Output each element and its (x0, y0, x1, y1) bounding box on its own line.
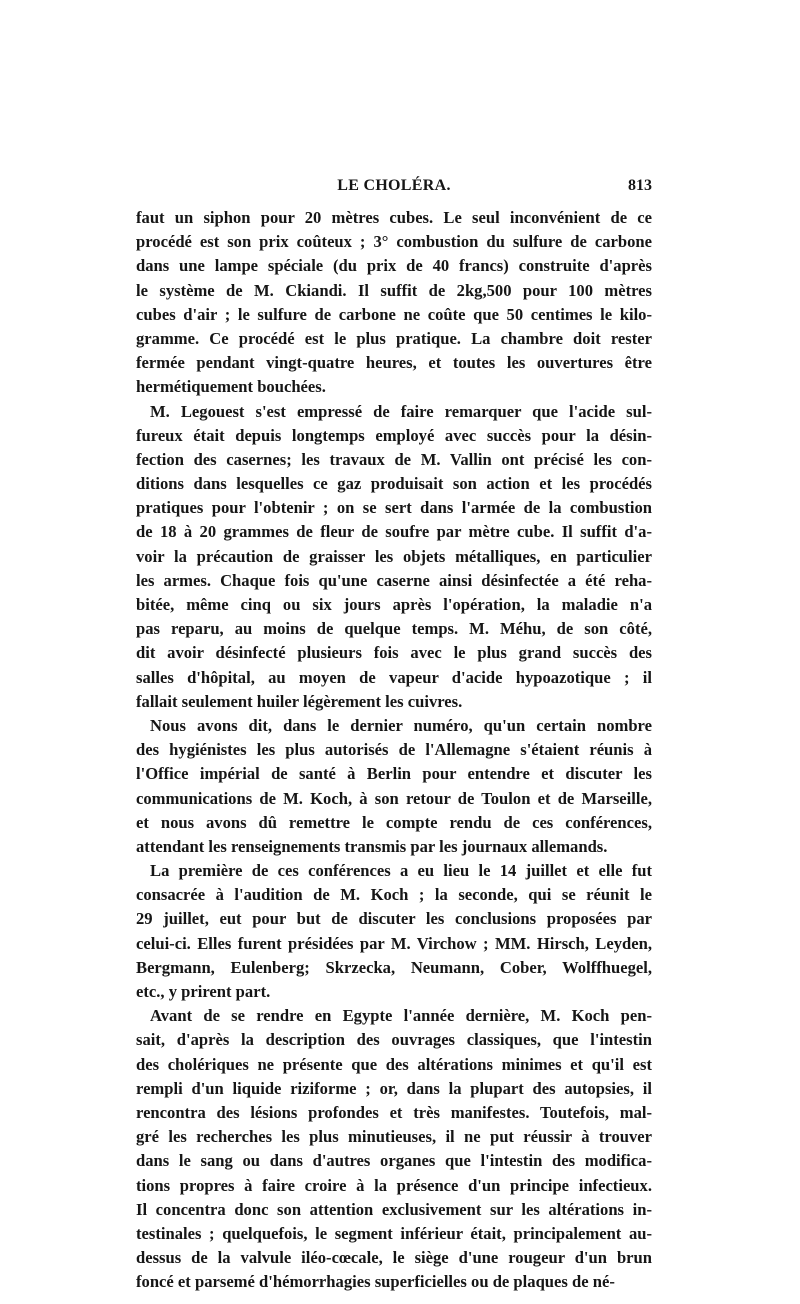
text-line: dessus de la valvule iléo-cœcale, le siège d'une rougeur d'un brun (136, 1248, 652, 1268)
text-line: 29 juillet, eut pour but de discuter les conclusions proposées par (136, 909, 652, 929)
text-line: Nous avons dit, dans le dernier numéro, qu'un certain nombre (150, 715, 652, 735)
text-line: fureux était depuis longtemps employé avec succès pour la désin- (136, 425, 652, 445)
text-line: etc., y prirent part. (136, 982, 271, 1001)
text-line: fection des casernes; les travaux de M. Vallin ont précisé les con- (136, 449, 652, 469)
paragraph (136, 859, 652, 1004)
running-title: LE CHOLÉRA. (337, 177, 451, 194)
text-line: Avant de se rendre en Egypte l'année dernière, M. Koch pen- (150, 1006, 652, 1026)
text-line: procédé est son prix coûteux ; 3° combustion du sulfure de carbone (136, 232, 652, 252)
text-line: celui-ci. Elles furent présidées par M. Virchow ; MM. Hirsch, Leyden, (136, 933, 652, 953)
text-line: fallait seulement huiler légèrement les cuivres. (136, 691, 463, 711)
text-line: pas reparu, au moins de quelque temps. M. Méhu, de son côté, (136, 619, 652, 639)
paragraph (136, 1004, 652, 1294)
text-line: pratiques pour l'obtenir ; on se sert dans l'armée de la combustion (136, 498, 652, 518)
page-number: 813 (628, 177, 652, 194)
text-line: salles d'hôpital, au moyen de vapeur d'acide hypoazotique ; il (136, 667, 652, 687)
text-line: gramme. Ce procédé est le plus pratique. La chambre doit rester (136, 328, 652, 348)
text-line: consacrée à l'audition de M. Koch ; la seconde, qui se réunit le (136, 885, 652, 905)
running-head (136, 177, 652, 199)
body-text (136, 206, 652, 1294)
text-line: communications de M. Koch, à son retour de Toulon et de Marseille, (136, 788, 652, 808)
text-line: et nous avons dû remettre le compte rendu de ces conférences, (136, 812, 652, 832)
text-line: dans le sang ou dans d'autres organes que l'intestin des modifica- (136, 1151, 652, 1171)
text-line: des cholériques ne présente que des altérations minimes et qu'il est (136, 1054, 652, 1074)
text-line: Bergmann, Eulenberg; Skrzecka, Neumann, Cober, Wolffhuegel, (136, 957, 652, 977)
text-line: des hygiénistes les plus autorisés de l'Allemagne s'étaient réunis à (136, 740, 652, 760)
text-line: rencontra des lésions profondes et très manifestes. Toutefois, mal- (136, 1102, 652, 1122)
text-line: les armes. Chaque fois qu'une caserne ainsi désinfectée a été reha- (136, 570, 652, 590)
text-line: de 18 à 20 grammes de fleur de soufre par mètre cube. Il suffit d'a- (136, 522, 652, 542)
paragraph (136, 400, 652, 714)
text-line: gré les recherches les plus minutieuses, il ne put réussir à trouver (136, 1127, 652, 1147)
text-line: Il concentra donc son attention exclusivement sur les altérations in- (136, 1199, 652, 1219)
text-line: testinales ; quelquefois, le segment inférieur était, principalement au- (136, 1223, 652, 1243)
text-line: l'Office impérial de santé à Berlin pour entendre et discuter les (136, 764, 652, 784)
text-line: voir la précaution de graisser les objets métalliques, en particulier (136, 546, 652, 566)
text-line: La première de ces conférences a eu lieu le 14 juillet et elle fut (150, 861, 652, 881)
paragraph (136, 714, 652, 859)
text-line: fermée pendant vingt-quatre heures, et toutes les ouvertures être (136, 353, 652, 373)
text-line: foncé et parsemé d'hémorrhagies superficielles ou de plaques de né- (136, 1272, 615, 1292)
paragraph (136, 206, 652, 400)
text-line: sait, d'après la description des ouvrages classiques, que l'intestin (136, 1030, 652, 1050)
text-line: dit avoir désinfecté plusieurs fois avec le plus grand succès des (136, 643, 652, 663)
text-line: attendant les renseignements transmis par les journaux allemands. (136, 836, 608, 856)
text-line: M. Legouest s'est empressé de faire remarquer que l'acide sul- (150, 401, 652, 421)
text-line: rempli d'un liquide riziforme ; or, dans la plupart des autopsies, il (136, 1078, 652, 1098)
text-line: le système de M. Ckiandi. Il suffit de 2kg,500 pour 100 mètres (136, 280, 652, 300)
text-line: ditions dans lesquelles ce gaz produisait son action et les procédés (136, 474, 652, 494)
text-line: tions propres à faire croire à la présence d'un principe infectieux. (136, 1175, 652, 1195)
text-line: dans une lampe spéciale (du prix de 40 francs) construite d'après (136, 256, 652, 276)
text-line: bitée, même cinq ou six jours après l'opération, la maladie n'a (136, 595, 652, 614)
text-line: faut un siphon pour 20 mètres cubes. Le seul inconvénient de ce (136, 208, 652, 227)
text-line: hermétiquement bouchées. (136, 377, 326, 397)
text-line: cubes d'air ; le sulfure de carbone ne coûte que 50 centimes le kilo- (136, 304, 652, 324)
